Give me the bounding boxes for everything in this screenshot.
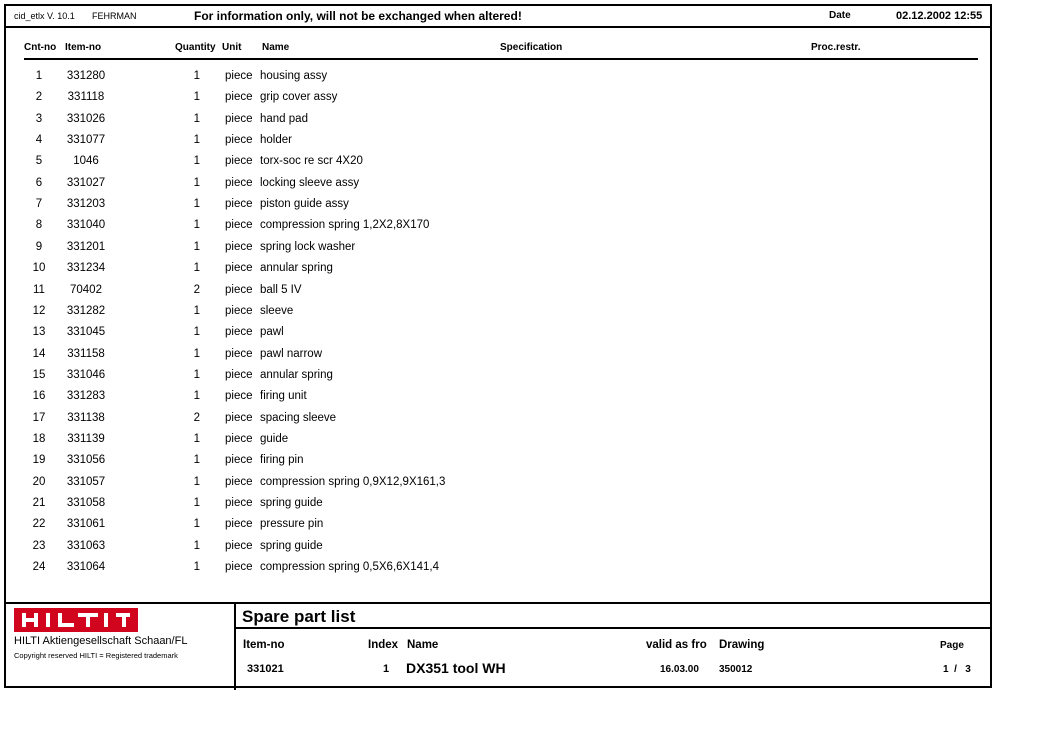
label-index: Index [368, 639, 399, 651]
title-block [6, 602, 990, 688]
cell-name: piston guide assy [260, 198, 349, 211]
table-row [6, 284, 990, 304]
cell-qty: 1 [193, 112, 200, 125]
cell-qty: 1 [193, 497, 200, 509]
cell-cnt: 12 [32, 304, 46, 317]
cell-cnt: 17 [32, 411, 46, 424]
value-index: 1 [383, 663, 390, 675]
cell-cnt: 5 [35, 155, 43, 168]
cell-item: 331058 [66, 497, 106, 509]
cell-cnt: 1 [35, 70, 43, 82]
cell-item: 331118 [67, 91, 105, 104]
cell-item: 331040 [66, 219, 106, 232]
col-header-item: Item-no [65, 42, 102, 53]
cell-qty: 1 [193, 347, 200, 360]
cell-qty: 1 [193, 304, 200, 317]
cell-cnt: 13 [32, 326, 46, 339]
cell-item: 331027 [66, 176, 106, 189]
cell-cnt: 3 [35, 112, 43, 125]
col-header-proc: Proc.restr. [811, 42, 861, 53]
cell-unit: piece [225, 326, 253, 339]
cell-qty: 1 [193, 219, 200, 232]
cell-unit: piece [225, 475, 253, 488]
table-row [6, 70, 990, 90]
cell-item: 331063 [66, 539, 106, 552]
cell-cnt: 21 [32, 497, 46, 509]
cell-item: 331139 [67, 432, 105, 445]
cell-cnt: 8 [35, 219, 43, 232]
table-row [6, 134, 990, 154]
cell-cnt: 9 [35, 240, 43, 253]
cell-item: 331046 [66, 368, 106, 381]
cell-unit: piece [225, 91, 253, 104]
cell-name: pawl narrow [260, 347, 322, 360]
cell-qty: 1 [193, 475, 200, 488]
cell-name: compression spring 0,9X12,9X161,3 [260, 475, 446, 488]
cell-qty: 2 [193, 283, 200, 296]
cell-item: 331064 [66, 561, 106, 574]
table-row [6, 348, 990, 368]
cell-name: hand pad [260, 112, 308, 125]
cell-unit: piece [225, 561, 253, 574]
company-name: HILTI Aktiengesellschaft Schaan/FL [14, 635, 188, 647]
cell-name: annular spring [260, 368, 333, 381]
cell-qty: 1 [193, 432, 200, 445]
cell-unit: piece [225, 497, 253, 509]
table-row [6, 326, 990, 346]
cell-cnt: 19 [32, 454, 46, 467]
cell-unit: piece [225, 219, 253, 232]
cell-name: pressure pin [260, 518, 324, 531]
cell-unit: piece [225, 304, 253, 317]
cell-name: spacing sleeve [260, 411, 337, 424]
cell-cnt: 20 [32, 475, 46, 488]
label-drawing: Drawing [719, 639, 765, 651]
cell-name: spring guide [260, 497, 323, 509]
cell-name: compression spring 0,5X6,6X141,4 [260, 561, 439, 574]
cell-unit: piece [225, 518, 253, 531]
cell-qty: 1 [193, 198, 200, 211]
value-page: 1 / 3 [943, 664, 971, 675]
cell-item: 331077 [66, 134, 106, 147]
cell-name: firing unit [260, 390, 307, 403]
table-row [6, 155, 990, 175]
cell-name: holder [260, 134, 292, 147]
table-row [6, 476, 990, 496]
cell-name: ball 5 IV [260, 283, 302, 296]
table-row [6, 91, 990, 111]
cell-qty: 2 [193, 411, 200, 424]
table-row [6, 177, 990, 197]
cell-name: locking sleeve assy [260, 176, 360, 189]
table-row [6, 433, 990, 453]
cell-qty: 1 [193, 134, 200, 147]
value-drawing: 350012 [719, 664, 753, 675]
table-row [6, 198, 990, 218]
cell-cnt: 2 [35, 91, 43, 104]
cell-qty: 1 [193, 518, 200, 531]
cell-item: 331201 [66, 240, 106, 253]
cell-unit: piece [225, 454, 253, 467]
cell-cnt: 7 [35, 198, 43, 211]
header-divider [24, 58, 978, 60]
cell-qty: 1 [193, 539, 200, 552]
label-item-no: Item-no [243, 639, 285, 651]
cell-qty: 1 [193, 262, 200, 275]
cell-cnt: 4 [35, 134, 43, 147]
cell-item: 331056 [66, 454, 106, 467]
cell-qty: 1 [193, 240, 200, 253]
label-name: Name [407, 639, 439, 651]
table-row [6, 241, 990, 261]
cell-qty: 1 [193, 390, 200, 403]
cell-unit: piece [225, 539, 253, 552]
cell-qty: 1 [193, 70, 200, 82]
cell-name: annular spring [260, 262, 333, 275]
cell-unit: piece [225, 240, 253, 253]
program-version: cid_etlx V. 10.1 [14, 11, 75, 21]
table-row [6, 497, 990, 517]
document-frame [4, 4, 992, 688]
cell-item: 331282 [66, 304, 106, 317]
cell-item: 331057 [66, 475, 106, 488]
cell-cnt: 10 [32, 262, 46, 275]
cell-unit: piece [225, 368, 253, 381]
user-name: FEHRMAN [92, 11, 137, 21]
cell-qty: 1 [193, 155, 200, 168]
cell-item: 331158 [67, 347, 105, 360]
cell-cnt: 15 [32, 368, 46, 381]
cell-unit: piece [225, 432, 253, 445]
cell-name: compression spring 1,2X2,8X170 [260, 219, 430, 232]
document-header [6, 6, 990, 28]
copyright-notice: Copyright reserved HILTI = Registered trademark [14, 651, 178, 660]
table-row [6, 540, 990, 560]
document-title: Spare part list [242, 607, 356, 626]
cell-item: 331234 [66, 262, 106, 275]
value-item-no: 331021 [247, 663, 284, 675]
cell-item: 331026 [66, 112, 106, 125]
table-row [6, 113, 990, 133]
table-row [6, 390, 990, 410]
cell-name: housing assy [260, 70, 328, 82]
disclaimer-notice: For information only, will not be exchanged when altered! [194, 9, 522, 23]
cell-qty: 1 [193, 561, 200, 574]
table-row [6, 262, 990, 282]
cell-name: firing pin [260, 454, 304, 467]
cell-item: 331138 [67, 411, 105, 424]
table-row [6, 305, 990, 325]
hilti-logo-icon [14, 608, 138, 632]
cell-unit: piece [225, 411, 253, 424]
cell-qty: 1 [193, 91, 200, 104]
table-row [6, 369, 990, 389]
cell-unit: piece [225, 112, 253, 125]
cell-unit: piece [225, 155, 253, 168]
cell-cnt: 18 [32, 432, 46, 445]
cell-cnt: 6 [35, 176, 43, 189]
cell-unit: piece [225, 347, 253, 360]
cell-item: 70402 [70, 283, 102, 296]
label-valid-from: valid as fro [646, 639, 707, 651]
value-name: DX351 tool WH [406, 660, 506, 676]
cell-item: 331203 [66, 198, 106, 211]
cell-unit: piece [225, 176, 253, 189]
cell-name: torx-soc re scr 4X20 [260, 155, 363, 168]
cell-unit: piece [225, 198, 253, 211]
cell-name: spring lock washer [260, 240, 356, 253]
label-page: Page [940, 640, 964, 651]
col-header-unit: Unit [222, 42, 242, 53]
col-header-name: Name [262, 42, 290, 53]
cell-unit: piece [225, 283, 253, 296]
cell-qty: 1 [193, 368, 200, 381]
cell-cnt: 16 [32, 390, 46, 403]
cell-item: 331283 [66, 390, 106, 403]
cell-name: spring guide [260, 539, 323, 552]
cell-cnt: 22 [32, 518, 46, 531]
cell-item: 331280 [66, 70, 106, 82]
cell-unit: piece [225, 70, 253, 82]
title-block-line [236, 627, 992, 629]
cell-name: sleeve [260, 304, 294, 317]
cell-qty: 1 [193, 454, 200, 467]
col-header-cnt: Cnt-no [24, 42, 57, 53]
cell-unit: piece [225, 134, 253, 147]
cell-name: guide [260, 432, 289, 445]
table-row [6, 412, 990, 432]
cell-item: 331045 [66, 326, 106, 339]
table-row [6, 219, 990, 239]
table-row [6, 518, 990, 538]
title-block-divider [234, 604, 236, 690]
col-header-qty: Quantity [175, 42, 216, 53]
date-label: Date [829, 10, 851, 21]
cell-unit: piece [225, 262, 253, 275]
cell-cnt: 11 [33, 283, 45, 296]
cell-unit: piece [225, 390, 253, 403]
table-row [6, 454, 990, 474]
cell-cnt: 24 [32, 561, 46, 574]
cell-item: 1046 [73, 155, 99, 168]
cell-name: pawl [260, 326, 284, 339]
cell-qty: 1 [193, 326, 200, 339]
date-value: 02.12.2002 12:55 [896, 10, 983, 22]
cell-cnt: 23 [32, 539, 46, 552]
col-header-spec: Specification [500, 42, 563, 53]
table-row [6, 561, 990, 581]
cell-name: grip cover assy [260, 91, 338, 104]
cell-cnt: 14 [32, 347, 46, 360]
cell-qty: 1 [193, 176, 200, 189]
value-valid-from: 16.03.00 [660, 664, 699, 675]
cell-item: 331061 [66, 518, 106, 531]
